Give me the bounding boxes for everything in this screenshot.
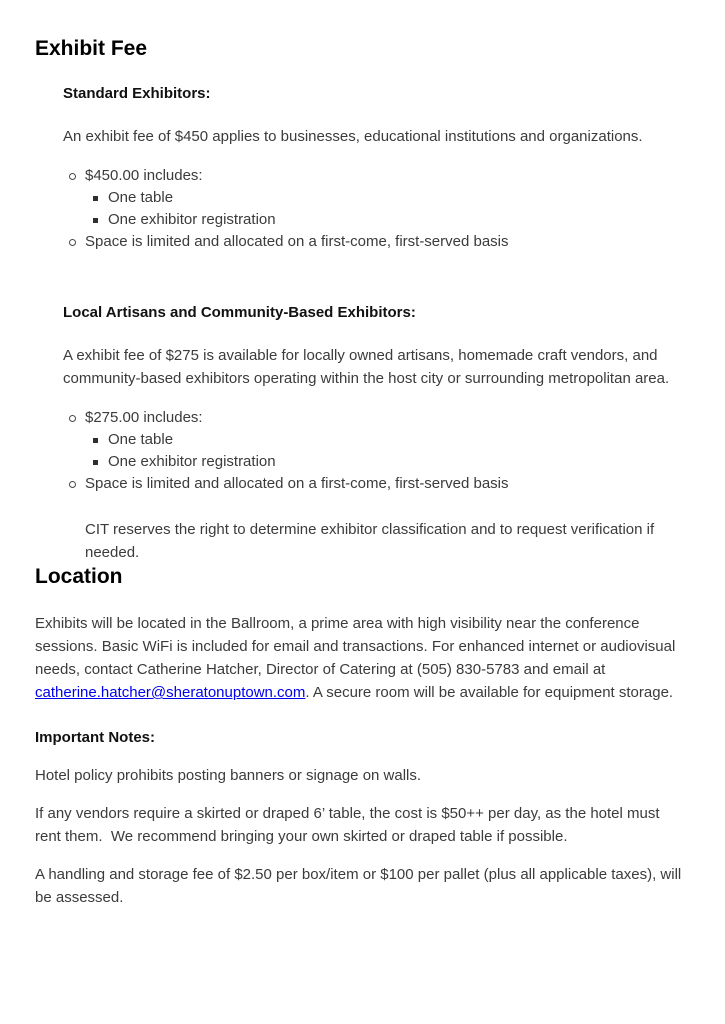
list-item: One table [108, 429, 689, 451]
local-artisans-list [63, 407, 689, 495]
list-item: Space is limited and allocated on a first-come, first-served basis [85, 231, 689, 253]
list-item: One exhibitor registration [108, 209, 689, 231]
location-text-before-link: Exhibits will be located in the Ballroom, a prime area with high visibility near the conference sessions. Basic WiFi is included for email and transactions. For enhanced internet or audiovisual needs, contact Catherine Hatcher, Director of Catering at (505) 830-5783 and email at [35, 615, 676, 678]
list-item: One table [108, 187, 689, 209]
classification-note: CIT reserves the right to determine exhibitor classification and to request verification if needed. [85, 521, 655, 561]
standard-exhibitors-subheading: Standard Exhibitors: [63, 85, 211, 102]
note-skirted-table: If any vendors require a skirted or draped 6’ table, the cost is $50++ per day, as the hotel must rent them. We recommend bringing your own skirted or draped table if possible. [35, 805, 660, 845]
note-banners: Hotel policy prohibits posting banners or signage on walls. [35, 767, 422, 784]
local-artisans-subheading: Local Artisans and Community-Based Exhibitors: [63, 304, 416, 321]
local-includes-sublist [85, 429, 689, 473]
location-heading: Location [35, 565, 123, 588]
important-notes-subheading: Important Notes: [35, 729, 155, 746]
standard-exhibitors-intro: An exhibit fee of $450 applies to businesses, educational institutions and organizations. [63, 128, 643, 145]
location-paragraph [35, 612, 689, 704]
includes-label: $450.00 includes: [85, 167, 203, 184]
list-item [85, 407, 689, 473]
location-text-after-link: . A secure room will be available for equipment storage. [305, 684, 674, 701]
exhibit-fee-heading: Exhibit Fee [35, 37, 148, 60]
local-artisans-intro: A exhibit fee of $275 is available for locally owned artisans, homemade craft vendors, and community-based exhibitors operating within the host city or surrounding metropolitan area. [63, 347, 670, 387]
list-item: Space is limited and allocated on a first-come, first-served basis [85, 473, 689, 495]
exhibit-fee-section [63, 82, 689, 564]
list-item [85, 165, 689, 231]
includes-label: $275.00 includes: [85, 409, 203, 426]
note-handling-fee: A handling and storage fee of $2.50 per box/item or $100 per pallet (plus all applicable taxes), will be assessed. [35, 866, 682, 906]
standard-includes-sublist [85, 187, 689, 231]
standard-exhibitors-list [63, 165, 689, 253]
list-item: One exhibitor registration [108, 451, 689, 473]
email-link[interactable]: catherine.hatcher@sheratonuptown.com [35, 684, 306, 701]
